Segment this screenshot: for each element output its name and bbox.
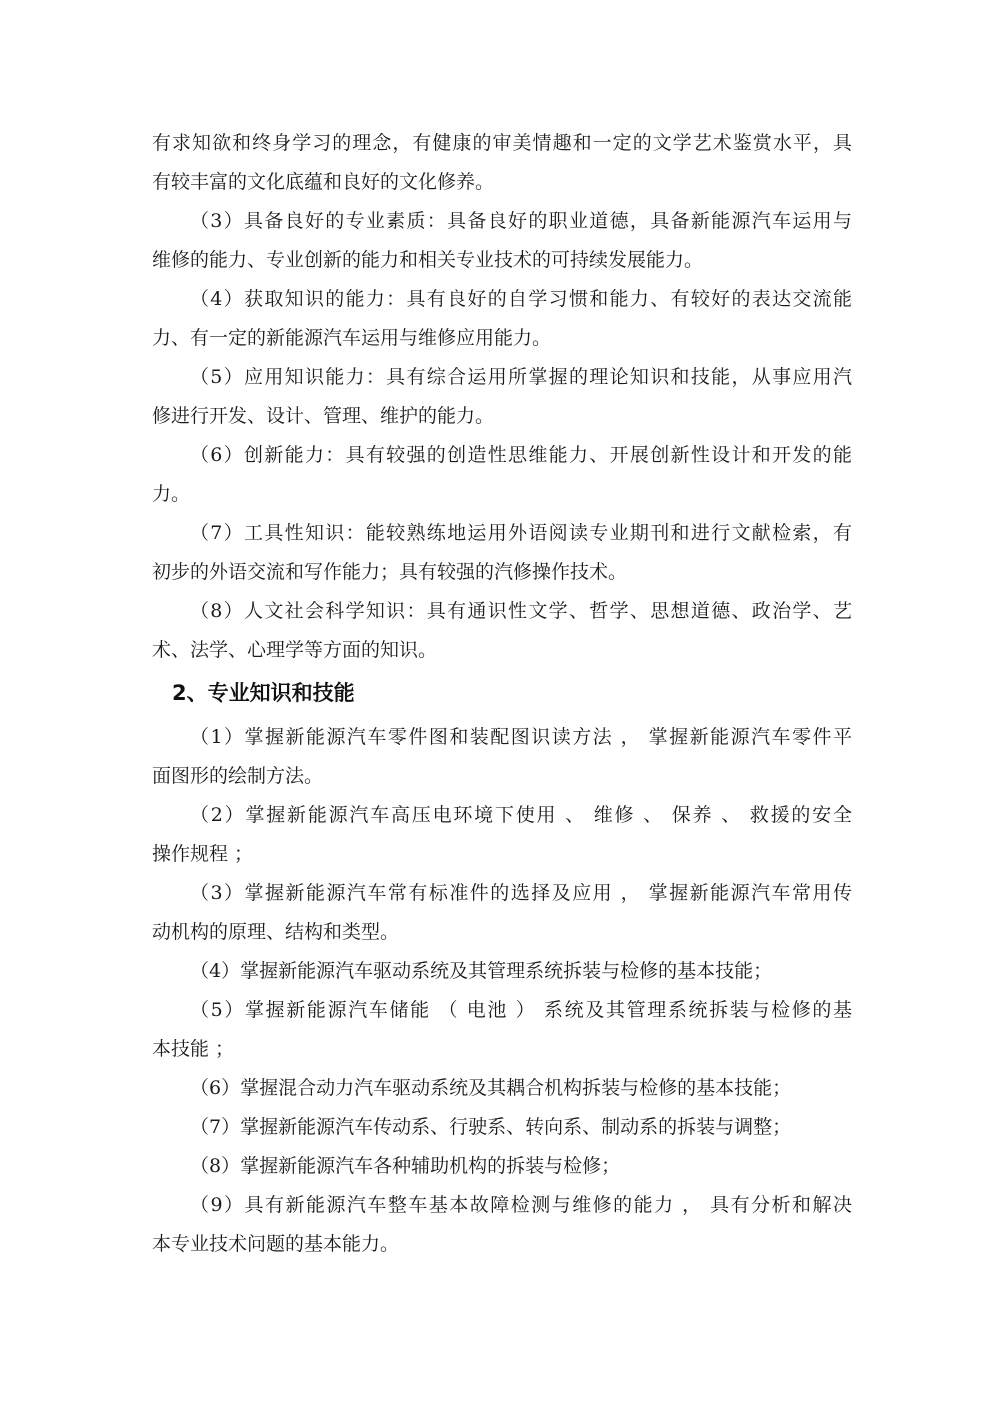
paragraph-line: （5）掌握新能源汽车储能 （ 电池 ） 系统及其管理系统拆装与检修的基 — [190, 999, 852, 1021]
paragraph-line: （2）掌握新能源汽车高压电环境下使用 、 维修 、 保养 、 救援的安全 — [190, 804, 852, 826]
paragraph-line: 修进行开发、设计、管理、维护的能力。 — [152, 405, 495, 427]
paragraph-line: （8）掌握新能源汽车各种辅助机构的拆装与检修； — [190, 1155, 621, 1177]
paragraph-line: 本技能 ； — [152, 1038, 235, 1060]
paragraph-line: 操作规程 ； — [152, 843, 254, 865]
paragraph-line: 术、法学、心理学等方面的知识。 — [152, 639, 438, 661]
paragraph-line: 初步的外语交流和写作能力；具有较强的汽修操作技术。 — [152, 561, 628, 583]
paragraph-line: 有求知欲和终身学习的理念，有健康的审美情趣和一定的文学艺术鉴赏水平，具 — [152, 132, 852, 154]
paragraph-line: （6）创新能力：具有较强的创造性思维能力、开展创新性设计和开发的能 — [190, 444, 852, 466]
paragraph-line: （3）掌握新能源汽车常有标准件的选择及应用 ， 掌握新能源汽车常用传 — [190, 882, 852, 904]
paragraph-line: （3）具备良好的专业素质：具备良好的职业道德，具备新能源汽车运用与 — [190, 210, 852, 232]
paragraph-line: （4）获取知识的能力：具有良好的自学习惯和能力、有较好的表达交流能 — [190, 288, 852, 310]
paragraph-line: （5）应用知识能力：具有综合运用所掌握的理论知识和技能，从事应用汽 — [190, 366, 852, 388]
paragraph-line: （1）掌握新能源汽车零件图和装配图识读方法 ， 掌握新能源汽车零件平 — [190, 726, 852, 748]
section-1-body — [152, 124, 852, 670]
paragraph-line: 力、有一定的新能源汽车运用与维修应用能力。 — [152, 327, 552, 349]
paragraph-line: 面图形的绘制方法。 — [152, 765, 324, 787]
paragraph-line: （7）工具性知识：能较熟练地运用外语阅读专业期刊和进行文献检索，有 — [190, 522, 852, 544]
paragraph-line: 有较丰富的文化底蕴和良好的文化修养。 — [152, 171, 495, 193]
paragraph-line: （8）人文社会科学知识：具有通识性文学、哲学、思想道德、政治学、艺 — [190, 600, 852, 622]
section-heading: 2、专业知识和技能 — [172, 681, 355, 705]
paragraph-line: 力。 — [152, 483, 191, 505]
paragraph-line: （9）具有新能源汽车整车基本故障检测与维修的能力 ， 具有分析和解决 — [190, 1194, 852, 1216]
paragraph-line: （7）掌握新能源汽车传动系、行驶系、转向系、制动系的拆装与调整； — [190, 1116, 792, 1138]
paragraph-line: （6）掌握混合动力汽车驱动系统及其耦合机构拆装与检修的基本技能； — [190, 1077, 792, 1099]
paragraph-line: 维修的能力、专业创新的能力和相关专业技术的可持续发展能力。 — [152, 249, 704, 271]
paragraph-line: 本专业技术问题的基本能力。 — [152, 1233, 400, 1255]
document-page — [152, 124, 852, 1264]
paragraph-line: （4）掌握新能源汽车驱动系统及其管理系统拆装与检修的基本技能； — [190, 960, 773, 982]
section-2-body — [152, 718, 852, 1264]
paragraph-line: 动机构的原理、结构和类型。 — [152, 921, 400, 943]
